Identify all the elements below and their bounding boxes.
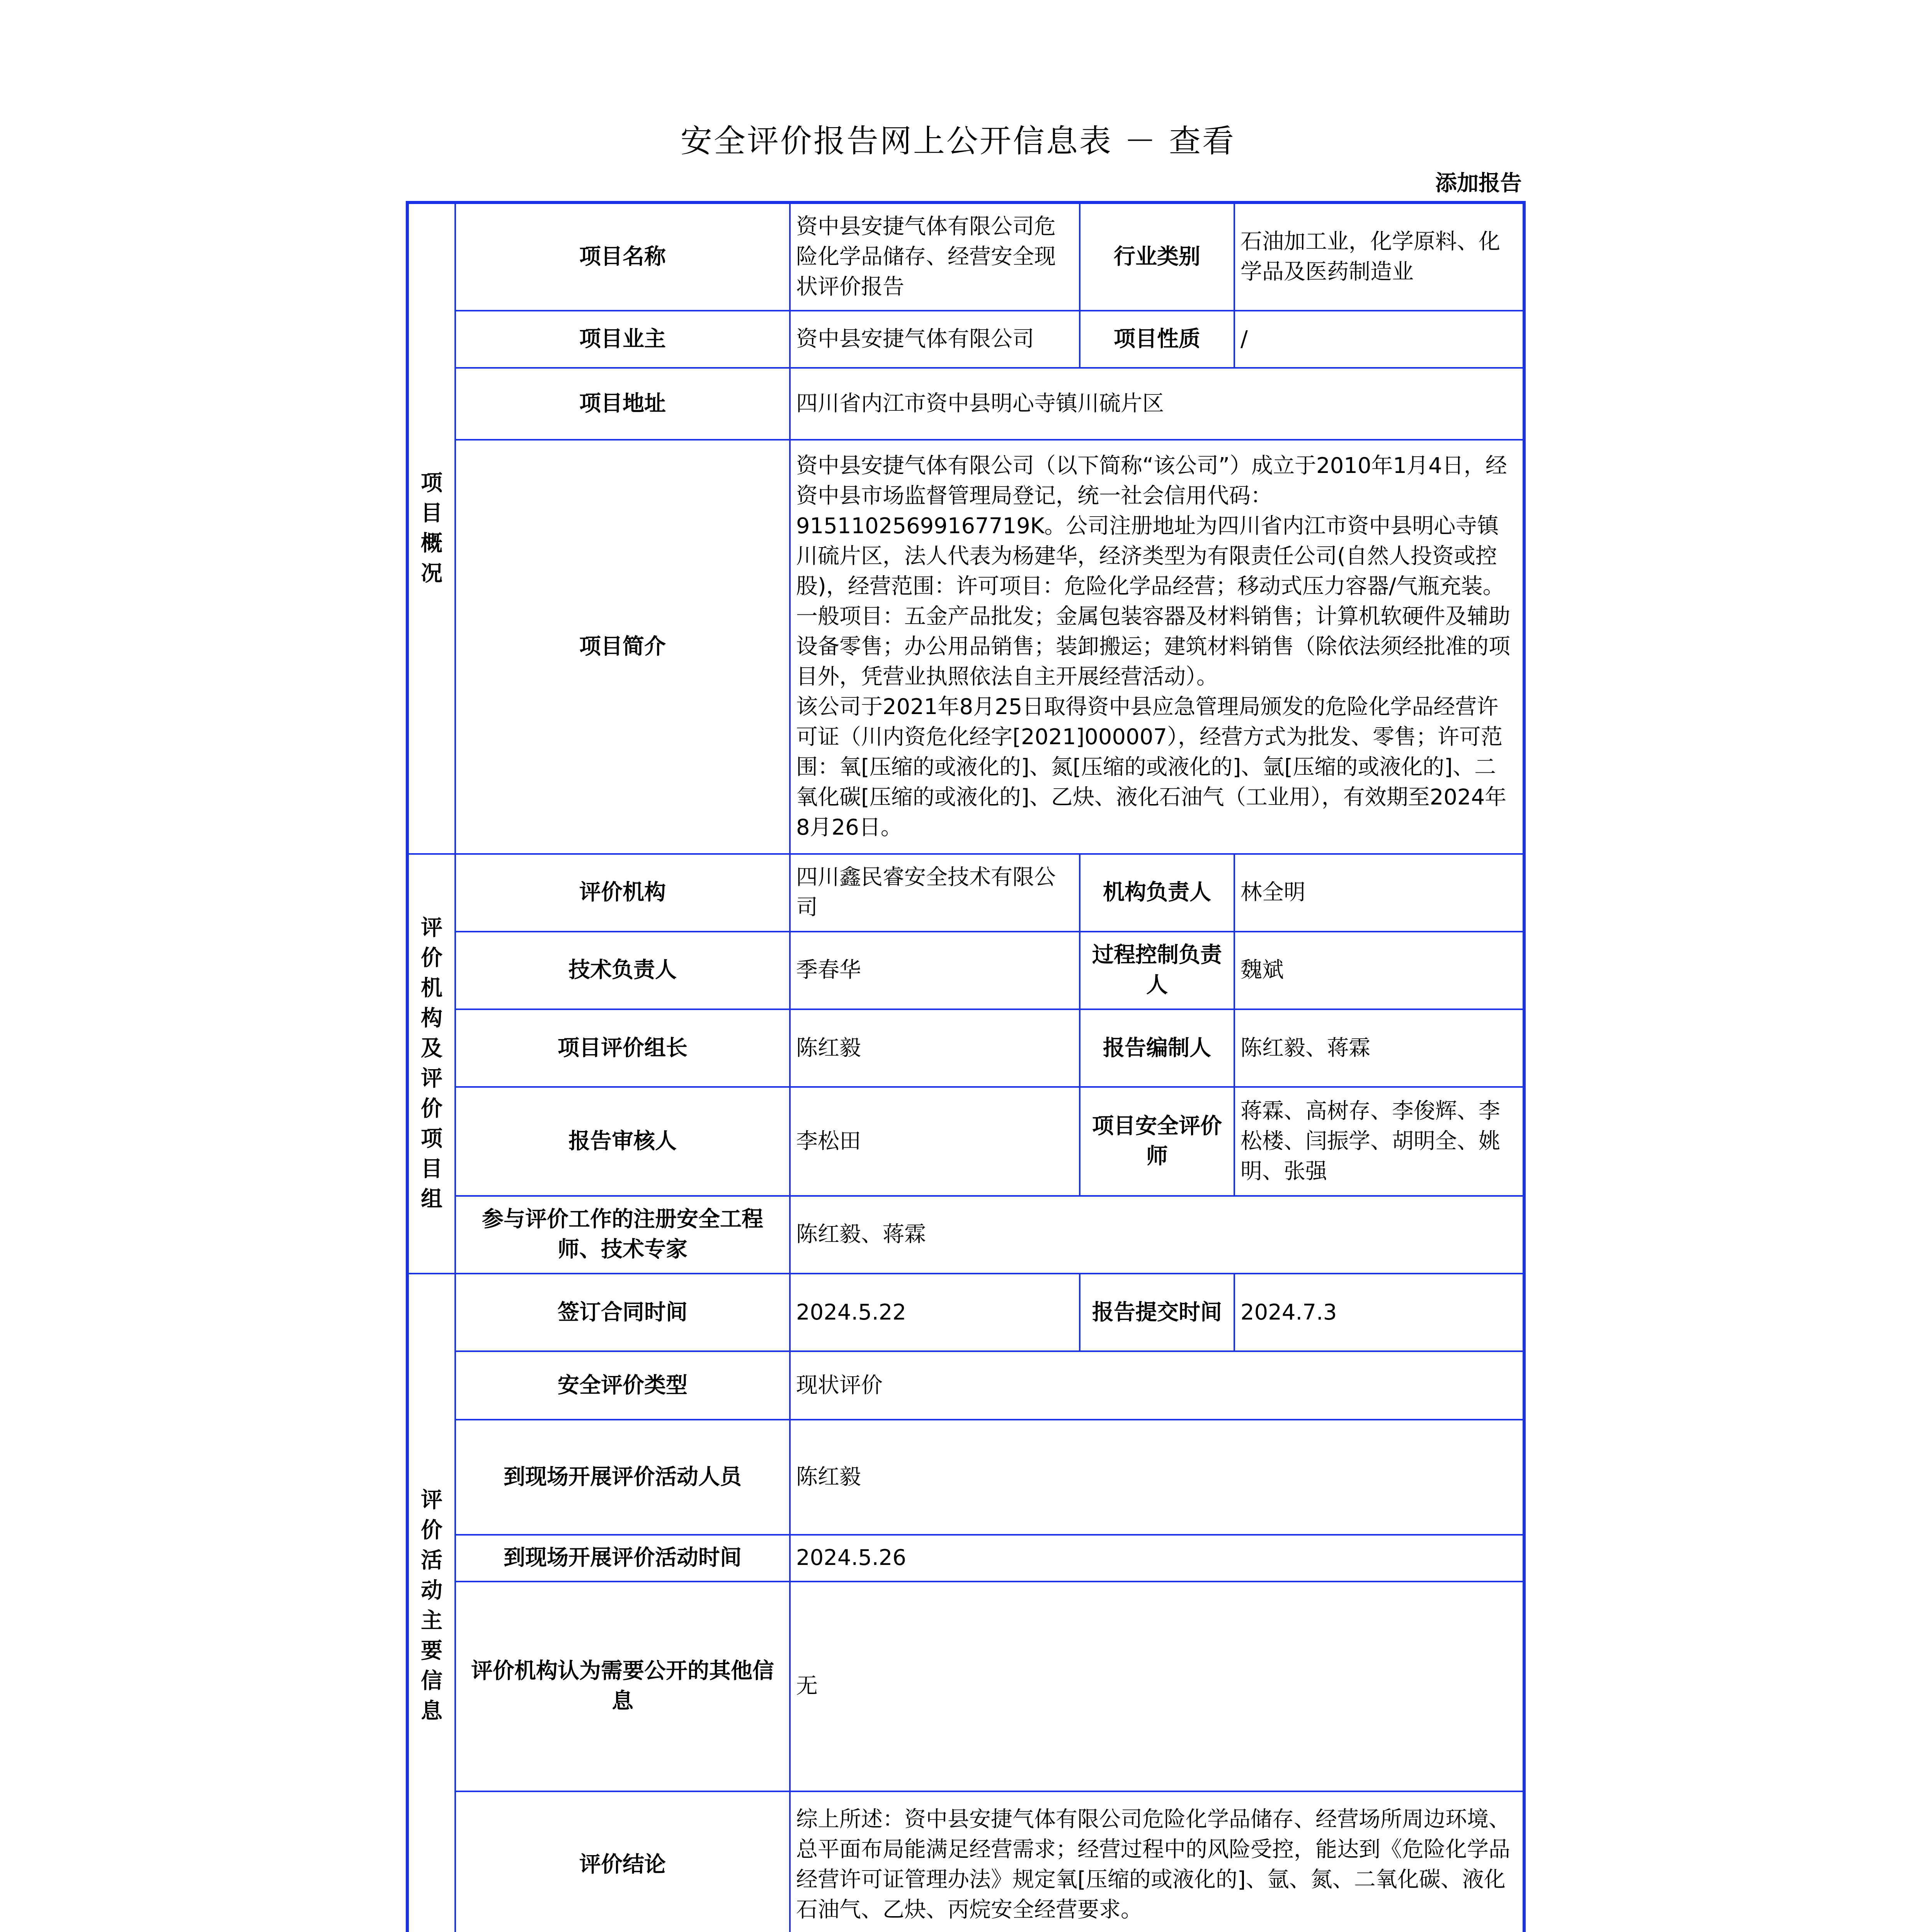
intro-paragraph-1: 资中县安捷气体有限公司（以下简称“该公司”）成立于2010年1月4日，经资中县市场监督管理局登记，统一社会信用代码：91511025699167719K。公司注册地址为四川省内江市资中县明心寺镇川硫片区，法人代表为杨建华，经济类型为有限责任公司(自然人投资或控股)，经营范围：许可项目：危险化学品经营；移动式压力容器/气瓶充装。一般项目：五金产品批发；金属包装容器及材料销售；计算机软硬件及辅助设备零售；办公用品销售；装卸搬运；建筑材料销售（除依法须经批准的项目外，凭营业执照依法自主开展经营活动）。 [796,453,1510,689]
agency-head-value: 林全明 [1234,854,1524,932]
other-info-label: 评价机构认为需要公开的其他信息 [455,1582,790,1791]
intro-paragraph-2: 该公司于2021年8月25日取得资中县应急管理局颁发的危险化学品经营许可证（川内资危化经字[2021]000007），经营方式为批发、零售；许可范围：氧[压缩的或液化的]、氮[压缩的或液化的]、氩[压缩的或液化的]、二氧化碳[压缩的或液化的]、乙炔、液化石油气（工业用），有效期至2024年8月26日。 [796,694,1507,840]
site-time-label: 到现场开展评价活动时间 [455,1535,790,1582]
reviewer-label: 报告审核人 [455,1087,790,1196]
section-overview: 项目概况 [407,202,455,854]
submit-date-value: 2024.7.3 [1234,1274,1524,1351]
experts-label: 参与评价工作的注册安全工程师、技术专家 [455,1196,790,1274]
add-report-link[interactable]: 添加报告 [1435,171,1522,196]
owner-value: 资中县安捷气体有限公司 [790,311,1080,368]
site-staff-label: 到现场开展评价活动人员 [455,1420,790,1535]
agency-label: 评价机构 [455,854,790,932]
nature-value: / [1234,311,1524,368]
page-title: 安全评价报告网上公开信息表 － 查看 [680,123,1236,160]
intro-value [790,440,1524,854]
eval-type-value: 现状评价 [790,1351,1524,1420]
agency-head-label: 机构负责人 [1080,854,1234,932]
conclusion-label: 评价结论 [455,1791,790,1932]
industry-label: 行业类别 [1080,202,1234,311]
agency-value: 四川鑫民睿安全技术有限公司 [790,854,1080,932]
address-label: 项目地址 [455,368,790,439]
nature-label: 项目性质 [1080,311,1234,368]
contract-date-value: 2024.5.22 [790,1274,1080,1351]
evaluators-label: 项目安全评价师 [1080,1087,1234,1196]
site-staff-value: 陈红毅 [790,1420,1524,1535]
info-table [406,201,1526,1932]
conclusion-value: 综上所述：资中县安捷气体有限公司危险化学品储存、经营场所周边环境、总平面布局能满足经营需求；经营过程中的风险受控，能达到《危险化学品经营许可证管理办法》规定氧[压缩的或液化的]、氩、氮、二氧化碳、液化石油气、乙炔、丙烷安全经营要求。 [790,1791,1524,1932]
owner-label: 项目业主 [455,311,790,368]
section-org: 评价机构及评价项目组 [407,854,455,1274]
project-name-label: 项目名称 [455,202,790,311]
report-writer-label: 报告编制人 [1080,1009,1234,1087]
team-leader-value: 陈红毅 [790,1009,1080,1087]
team-leader-label: 项目评价组长 [455,1009,790,1087]
process-lead-label: 过程控制负责人 [1080,932,1234,1009]
experts-value: 陈红毅、蒋霖 [790,1196,1524,1274]
reviewer-value: 李松田 [790,1087,1080,1196]
contract-date-label: 签订合同时间 [455,1274,790,1351]
section-activity: 评价活动主要信息 [407,1274,455,1932]
address-value: 四川省内江市资中县明心寺镇川硫片区 [790,368,1524,439]
other-info-value: 无 [790,1582,1524,1791]
evaluators-value: 蒋霖、高树存、李俊辉、李松楼、闫振学、胡明全、姚明、张强 [1234,1087,1524,1196]
tech-lead-label: 技术负责人 [455,932,790,1009]
eval-type-label: 安全评价类型 [455,1351,790,1420]
tech-lead-value: 季春华 [790,932,1080,1009]
process-lead-value: 魏斌 [1234,932,1524,1009]
project-name-value: 资中县安捷气体有限公司危险化学品储存、经营安全现状评价报告 [790,202,1080,311]
submit-date-label: 报告提交时间 [1080,1274,1234,1351]
site-time-value: 2024.5.26 [790,1535,1524,1582]
intro-label: 项目简介 [455,440,790,854]
industry-value: 石油加工业，化学原料、化学品及医药制造业 [1234,202,1524,311]
report-writer-value: 陈红毅、蒋霖 [1234,1009,1524,1087]
